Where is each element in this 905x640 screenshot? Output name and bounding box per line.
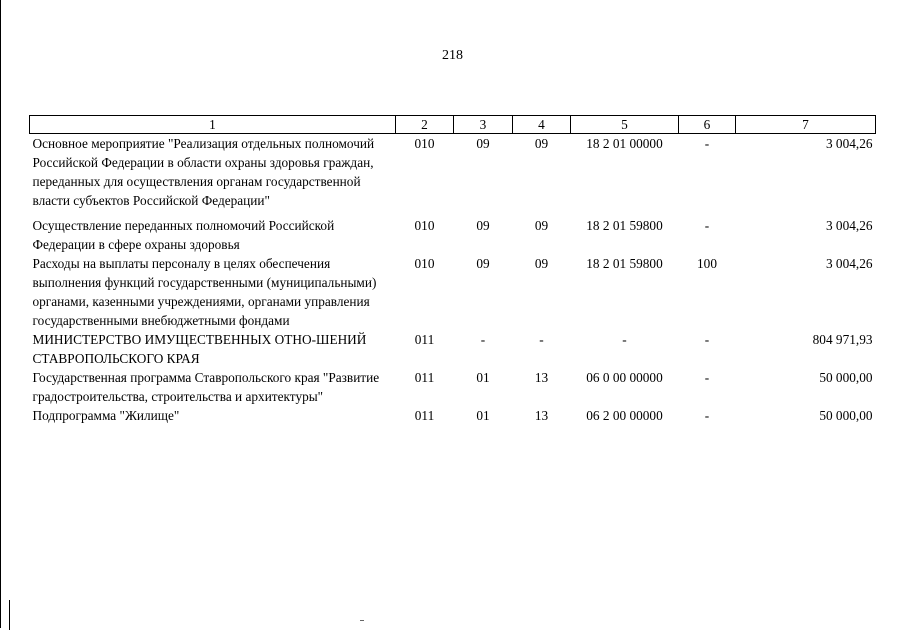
row-name: Государственная программа Ставропольского края "Развитие градостроительства, строительства и архитектуры" — [32, 370, 380, 404]
page-number: 218 — [442, 48, 463, 63]
row-code: 011 — [414, 370, 435, 385]
row-expense-type: - — [704, 370, 710, 385]
row-section: - — [480, 332, 486, 347]
row-code: 010 — [414, 256, 435, 271]
row-code: 011 — [414, 332, 435, 347]
table-row — [30, 134, 876, 217]
row-amount: 804 971,93 — [812, 332, 873, 347]
row-subsection: 13 — [534, 408, 549, 423]
row-expense-type: - — [704, 136, 710, 151]
row-code: 010 — [414, 218, 435, 233]
row-subsection: 09 — [534, 218, 549, 233]
column-header: 5 — [571, 116, 679, 134]
row-section: 01 — [476, 408, 490, 423]
row-name: МИНИСТЕРСТВО ИМУЩЕСТВЕННЫХ ОТНО-ШЕНИЙ СТАВРОПОЛЬСКОГО КРАЯ — [32, 332, 367, 366]
row-expense-type: - — [704, 408, 710, 423]
row-code: 010 — [414, 136, 435, 151]
row-expense-type: - — [704, 332, 710, 347]
scan-edge-line — [9, 600, 10, 630]
row-code: 011 — [414, 408, 435, 423]
table-row — [30, 254, 876, 330]
row-target-article: 06 0 00 00000 — [586, 370, 663, 385]
row-section: 09 — [476, 256, 490, 271]
column-header: 6 — [679, 116, 736, 134]
column-header: 3 — [454, 116, 513, 134]
row-name: Подпрограмма "Жилище" — [32, 408, 180, 423]
table-row — [30, 406, 876, 425]
row-target-article: - — [622, 332, 627, 347]
row-name: Осуществление переданных полномочий Российской Федерации в сфере охраны здоровья — [32, 218, 335, 252]
row-expense-type: - — [704, 218, 710, 233]
row-section: 09 — [476, 218, 490, 233]
row-amount: 3 004,26 — [825, 256, 873, 271]
row-amount: 3 004,26 — [825, 136, 873, 151]
scan-edge-line — [0, 0, 1, 628]
column-header: 2 — [396, 116, 454, 134]
row-subsection: 09 — [534, 256, 549, 271]
row-subsection: 09 — [534, 136, 549, 151]
table-header-row — [30, 116, 876, 134]
row-expense-type: 100 — [697, 256, 717, 271]
row-target-article: 18 2 01 59800 — [586, 256, 663, 271]
row-amount: 3 004,26 — [825, 218, 873, 233]
row-amount: 50 000,00 — [819, 370, 873, 385]
row-name: Расходы на выплаты персоналу в целях обеспечения выполнения функций государственными (муниципальными) органами, казенными учреждениями, органами управления государственными внебюджетными фондами — [32, 256, 377, 328]
row-target-article: 18 2 01 00000 — [586, 136, 663, 151]
row-target-article: 18 2 01 59800 — [586, 218, 663, 233]
table-row — [30, 368, 876, 406]
row-target-article: 06 2 00 00000 — [586, 408, 663, 423]
row-name: Основное мероприятие "Реализация отдельных полномочий Российской Федерации в области охраны здоровья граждан, переданных для осуществления органам государственной власти субъектов Российской Федерации" — [32, 136, 375, 208]
column-header: 7 — [736, 116, 876, 134]
budget-table — [29, 115, 876, 425]
row-section: 01 — [476, 370, 490, 385]
column-header: 4 — [513, 116, 571, 134]
row-subsection: 13 — [534, 370, 549, 385]
table-row — [30, 216, 876, 254]
row-amount: 50 000,00 — [819, 408, 873, 423]
scan-speck — [360, 620, 364, 621]
row-subsection: - — [539, 332, 544, 347]
table-row — [30, 330, 876, 368]
row-section: 09 — [476, 136, 490, 151]
column-header: 1 — [30, 116, 396, 134]
